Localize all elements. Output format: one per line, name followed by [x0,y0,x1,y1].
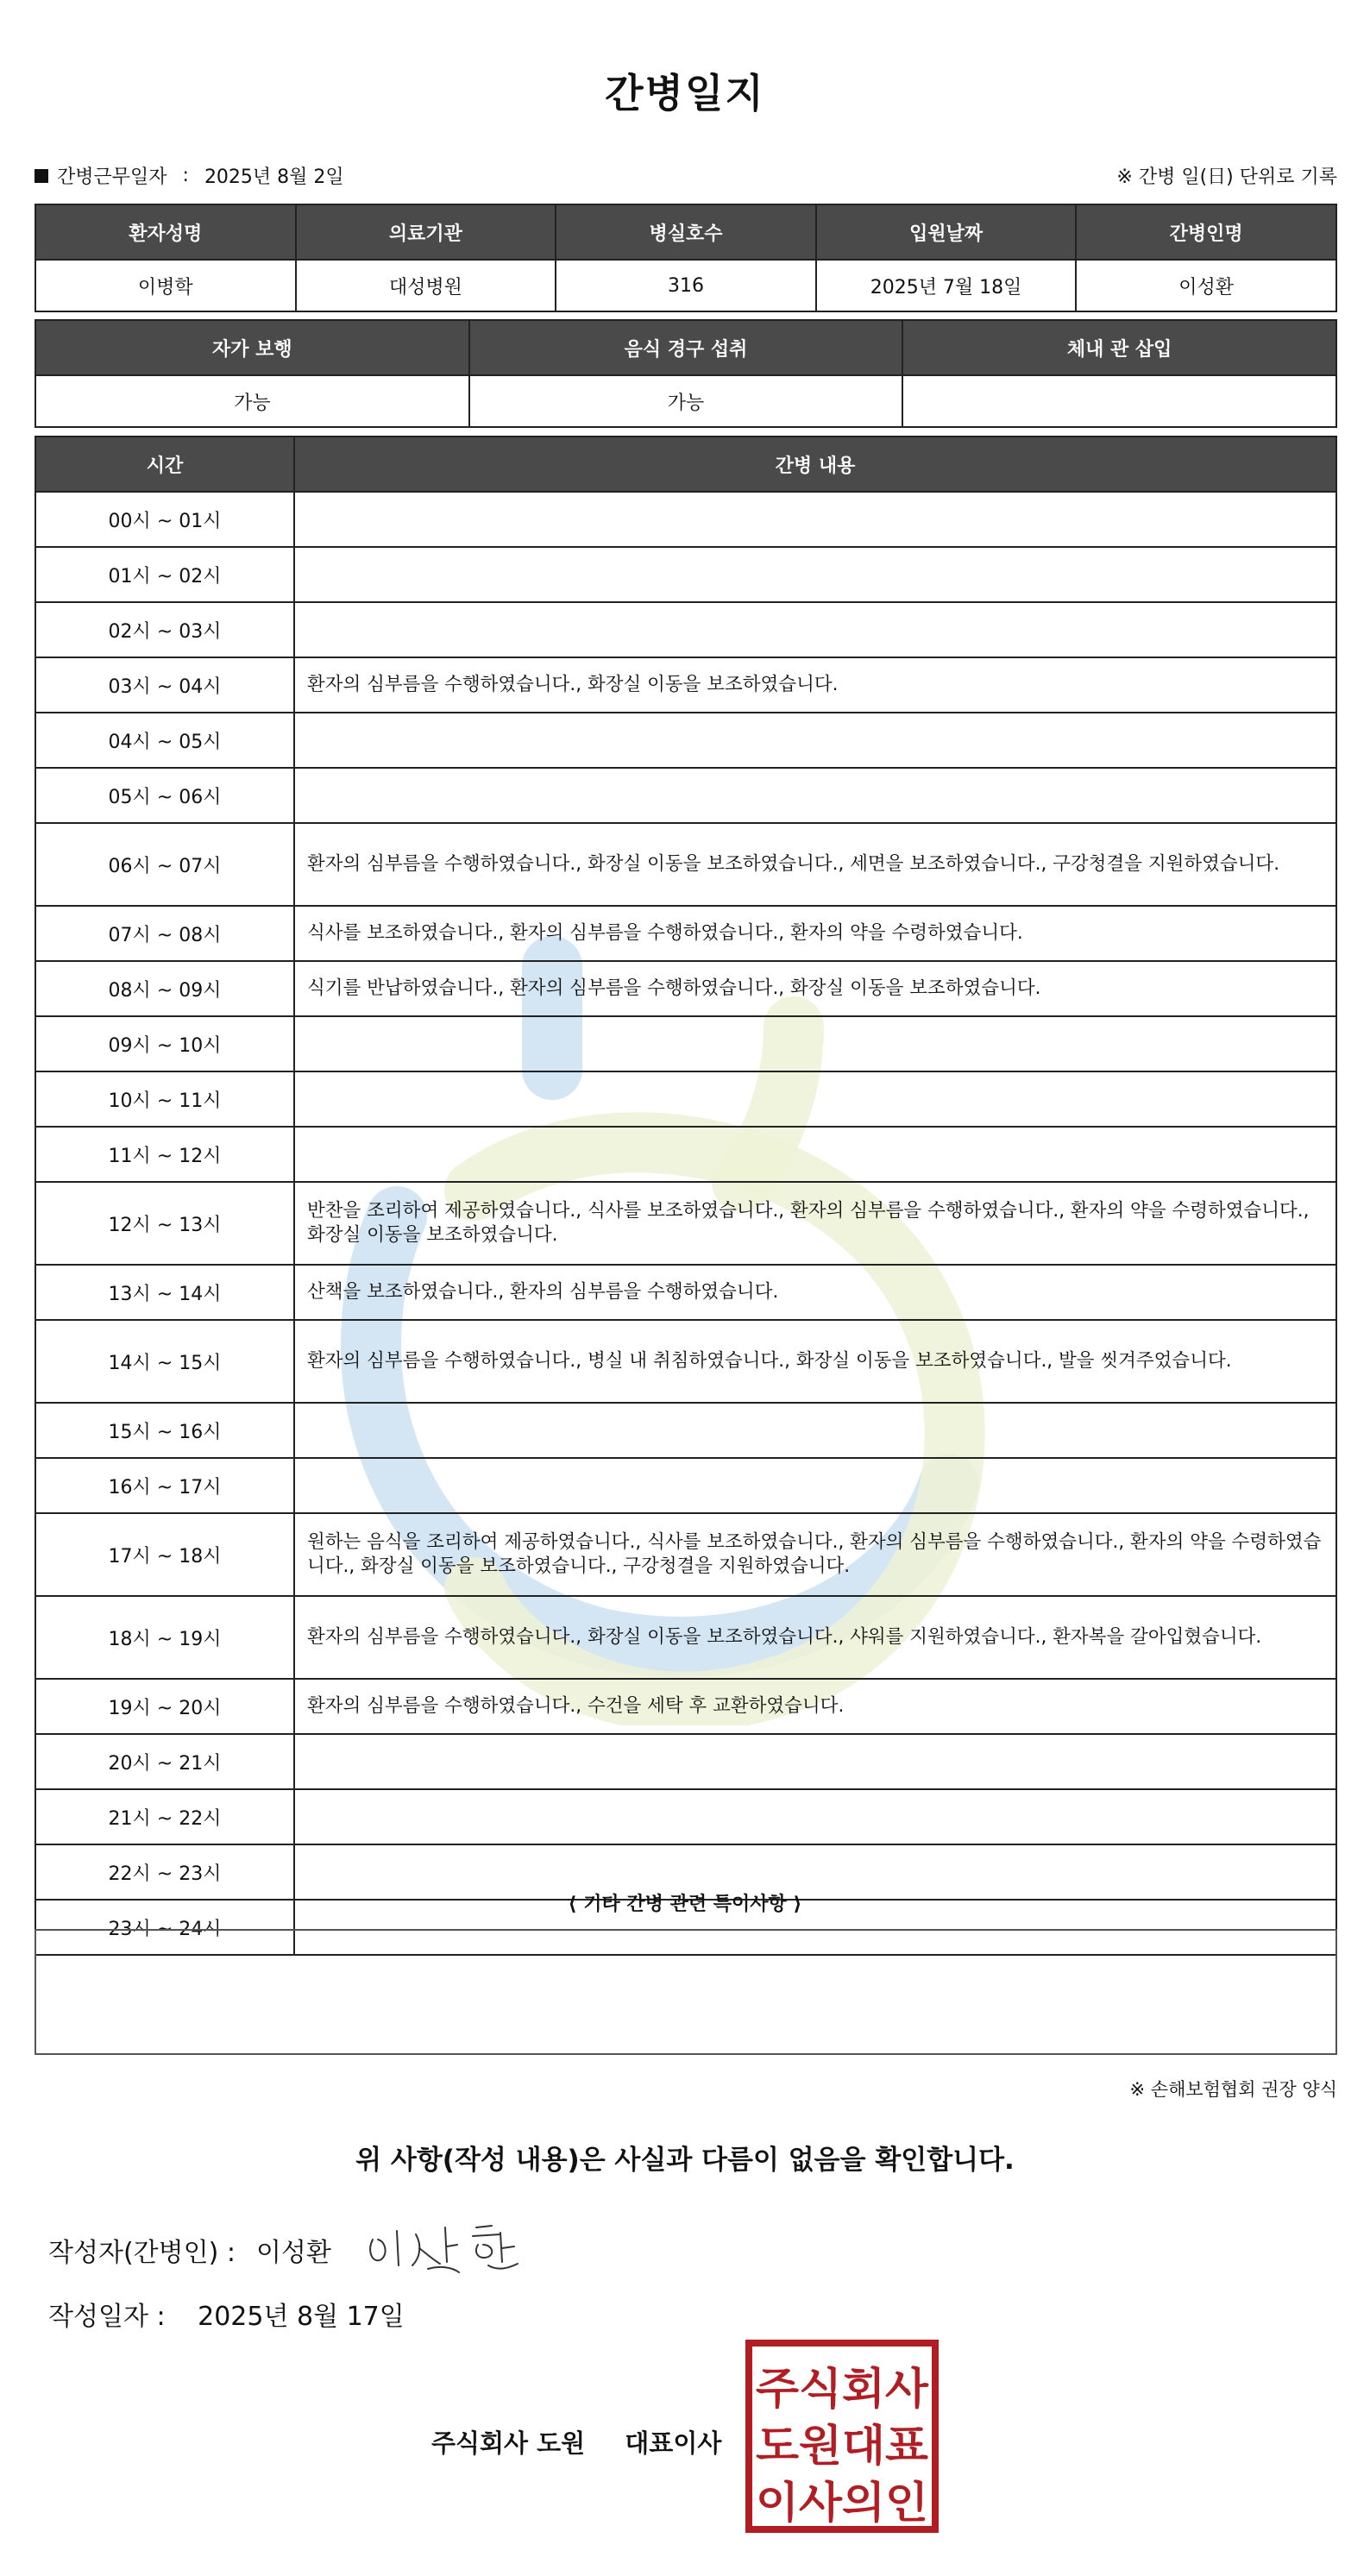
written-date-line [48,2295,405,2333]
care-log-row [35,1320,1336,1403]
care-log-content: 환자의 심부름을 수행하였습니다., 수건을 세탁 후 교환하였습니다. [294,1679,1336,1734]
care-log-time: 21시 ~ 22시 [35,1789,294,1844]
care-log-time: 04시 ~ 05시 [35,713,294,768]
bullet-square-icon [35,169,48,183]
writer-value: 이성환 [255,2238,331,2268]
patient-status-header-row [35,320,1336,375]
care-log-time: 02시 ~ 03시 [35,602,294,657]
care-log-time: 11시 ~ 12시 [35,1127,294,1182]
care-log-row [35,823,1336,906]
unit-note: ※ 간병 일(日) 단위로 기록 [1116,166,1337,188]
care-log-content [294,1071,1336,1127]
care-log-content [294,602,1336,657]
care-log-time: 08시 ~ 09시 [35,961,294,1016]
care-log-row [35,492,1336,547]
writer-label: 작성자(간병인) : [48,2238,236,2268]
care-log-body [35,492,1336,1955]
confirmation-statement: 위 사항(작성 내용)은 사실과 다름이 없음을 확인합니다. [355,2145,1015,2176]
work-date-value: 2025년 8월 2일 [204,166,344,188]
care-log-time: 17시 ~ 18시 [35,1513,294,1596]
care-log-row [35,1458,1336,1513]
care-log-row [35,1403,1336,1458]
written-date-label: 작성일자 : [48,2302,166,2332]
care-log-row [35,1265,1336,1320]
svg-text:도원대표: 도원대표 [756,2421,929,2471]
care-log-time: 09시 ~ 10시 [35,1016,294,1071]
admission-date-value: 2025년 7월 18일 [816,260,1077,311]
care-log-content [294,1016,1336,1071]
patient-info-header-row [35,204,1336,260]
company-name: 주식회사 도원 [431,2428,586,2458]
care-log-time: 05시 ~ 06시 [35,768,294,823]
hospital-value: 대성병원 [296,260,556,311]
care-log-row [35,1127,1336,1182]
care-log-content: 식기를 반납하였습니다., 환자의 심부름을 수행하였습니다., 화장실 이동을 보조하였습니다. [294,961,1336,1016]
care-log-content [294,1458,1336,1513]
care-log-time: 22시 ~ 23시 [35,1844,294,1900]
care-log-row [35,1679,1336,1734]
meta-row [35,162,1337,188]
care-log-row [35,906,1336,961]
care-log-time: 20시 ~ 21시 [35,1734,294,1789]
care-log-time: 23시 ~ 24시 [35,1900,294,1955]
patient-info-value-row [35,260,1336,311]
care-log-row [35,1182,1336,1265]
care-log-time: 16시 ~ 17시 [35,1458,294,1513]
care-log-content [294,1403,1336,1458]
patient-info-table [35,204,1337,312]
care-log-time: 03시 ~ 04시 [35,657,294,713]
care-log-time: 15시 ~ 16시 [35,1403,294,1458]
care-log-time: 18시 ~ 19시 [35,1596,294,1679]
care-log-table [35,436,1337,1956]
care-log-header-row [35,437,1336,492]
care-log-time: 06시 ~ 07시 [35,823,294,906]
room-number-value: 316 [556,260,816,311]
care-log-content: 산책을 보조하였습니다., 환자의 심부름을 수행하였습니다. [294,1265,1336,1320]
special-notes-box [35,1929,1337,2055]
header-patient-name: 환자성명 [35,204,296,260]
document-title: 간병일지 [605,70,765,116]
care-log-content [294,1127,1336,1182]
care-log-content [294,492,1336,547]
care-log-content [294,1734,1336,1789]
care-log-row [35,1789,1336,1844]
care-log-row [35,1016,1336,1071]
caregiver-name-value: 이성환 [1076,260,1336,311]
special-notes-title: ⟨ 기타 간병 관련 특이사항 ⟩ [568,1894,802,1915]
patient-name-value: 이병학 [35,260,296,311]
svg-text:주식회사: 주식회사 [756,2364,929,2414]
header-room-number: 병실호수 [556,204,816,260]
care-log-content: 원하는 음식을 조리하여 제공하였습니다., 식사를 보조하였습니다., 환자의 심부름을 수행하였습니다., 환자의 약을 수령하였습니다., 화장실 이동을 보조하였습니다., 구강청결을 지원하였습니다. [294,1513,1336,1596]
company-representative: 대표이사 [625,2428,722,2458]
care-log-row [35,713,1336,768]
care-log-content: 식사를 보조하였습니다., 환자의 심부름을 수행하였습니다., 환자의 약을 수령하였습니다. [294,906,1336,961]
care-log-time: 07시 ~ 08시 [35,906,294,961]
care-log-row [35,657,1336,713]
header-time: 시간 [35,437,294,492]
header-care-content: 간병 내용 [294,437,1336,492]
patient-status-value-row [35,375,1336,427]
care-log-content [294,768,1336,823]
header-self-walking: 자가 보행 [35,320,469,375]
work-date-separator: : [182,165,189,186]
care-log-time: 01시 ~ 02시 [35,547,294,602]
handwritten-signature [362,2215,561,2276]
care-log-content: 환자의 심부름을 수행하였습니다., 화장실 이동을 보조하였습니다., 세면을 보조하였습니다., 구강청결을 지원하였습니다. [294,823,1336,906]
header-admission-date: 입원날짜 [816,204,1077,260]
care-log-content: 환자의 심부름을 수행하였습니다., 화장실 이동을 보조하였습니다., 샤워를 지원하였습니다., 환자복을 갈아입혔습니다. [294,1596,1336,1679]
care-log-time: 19시 ~ 20시 [35,1679,294,1734]
care-log-time: 13시 ~ 14시 [35,1265,294,1320]
company-line [431,2424,721,2460]
care-log-content [294,547,1336,602]
form-note: ※ 손해보험협회 권장 양식 [1129,2079,1337,2100]
care-log-row [35,1596,1336,1679]
care-log-time: 10시 ~ 11시 [35,1071,294,1127]
care-log-time: 00시 ~ 01시 [35,492,294,547]
header-hospital: 의료기관 [296,204,556,260]
tube-insertion-value [902,375,1336,427]
care-log-content: 환자의 심부름을 수행하였습니다., 화장실 이동을 보조하였습니다. [294,657,1336,713]
care-log-row [35,768,1336,823]
care-log-time: 14시 ~ 15시 [35,1320,294,1403]
care-log-content: 환자의 심부름을 수행하였습니다., 병실 내 취침하였습니다., 화장실 이동을 보조하였습니다., 발을 씻겨주었습니다. [294,1320,1336,1403]
care-log-content [294,1789,1336,1844]
care-log-content [294,713,1336,768]
written-date-value: 2025년 8월 17일 [198,2302,405,2332]
company-seal-stamp [744,2338,940,2535]
care-log-row [35,547,1336,602]
care-log-row [35,1734,1336,1789]
writer-line [48,2231,331,2269]
care-log-row [35,961,1336,1016]
svg-text:이사의인: 이사의인 [756,2478,928,2528]
care-log-row [35,602,1336,657]
care-log-content: 반찬을 조리하여 제공하였습니다., 식사를 보조하였습니다., 환자의 심부름을 수행하였습니다., 환자의 약을 수령하였습니다., 화장실 이동을 보조하였습니다. [294,1182,1336,1265]
care-log-time: 12시 ~ 13시 [35,1182,294,1265]
header-caregiver-name: 간병인명 [1076,204,1336,260]
work-date [35,162,344,189]
header-tube-insertion: 체내 관 삽입 [902,320,1336,375]
care-log-row [35,1513,1336,1596]
patient-status-table [35,319,1337,428]
care-log-row [35,1071,1336,1127]
work-date-label: 간병근무일자 [57,166,167,188]
oral-intake-value: 가능 [469,375,903,427]
header-oral-intake: 음식 경구 섭취 [469,320,903,375]
self-walking-value: 가능 [35,375,469,427]
